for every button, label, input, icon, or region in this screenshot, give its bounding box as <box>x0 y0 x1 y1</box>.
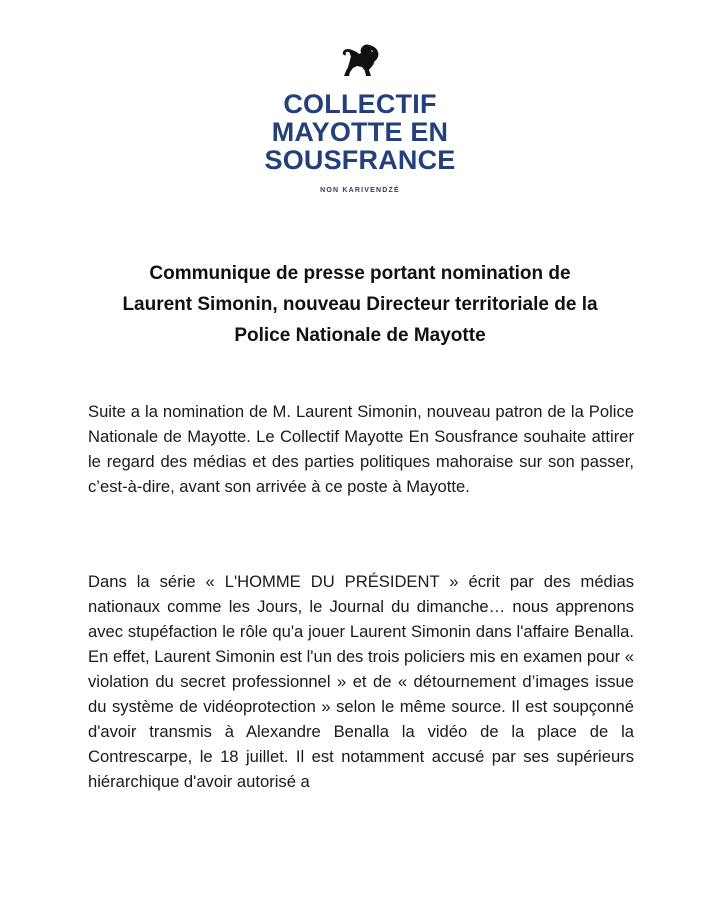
paragraph-intro: Suite a la nomination de M. Laurent Simonin, nouveau patron de la Police Nationale de Mayotte. Le Collectif Mayotte En Sousfrance souhaite attirer le regard des médias et des parties politiques mahoraise sur son passer, c’est-à-dire, avant son arrivée à ce poste à Mayotte. <box>88 402 634 496</box>
brand-name <box>0 90 720 174</box>
brand-line-2: MAYOTTE EN <box>271 117 449 147</box>
paragraph-details: Dans la série « L'HOMME DU PRÉSIDENT » écrit par des médias nationaux comme les Jours, le Journal du dimanche… nous apprenons avec stupéfaction le rôle qu'a jouer Laurent Simonin dans l'affaire Benalla. En effet, Laurent Simonin est l'un des trois policiers mis en examen pour « violation du secret professionnel » et de « détournement d’images issue du système de vidéoprotection » selon le même source. Il est soupçonné d'avoir transmis à Alexandre Benalla la vidéo de la place de la Contrescarpe, le 18 juillet. Il est notamment accusé par ses supérieurs hiérarchique d'avoir autorisé a <box>88 572 634 791</box>
title-line-1: Communique de presse portant nomination de <box>149 263 571 284</box>
brand-line-3: SOUSFRANCE <box>264 145 456 175</box>
logo-block <box>0 40 720 194</box>
title-line-2: Laurent Simonin, nouveau Directeur territoriale de la <box>122 294 598 315</box>
lion-icon <box>338 40 382 80</box>
brand-line-1: COLLECTIF <box>283 89 437 119</box>
title-line-3: Police Nationale de Mayotte <box>234 325 486 346</box>
page-title <box>60 258 660 351</box>
brand-tagline: NON KARIVENDZÉ <box>320 187 400 194</box>
